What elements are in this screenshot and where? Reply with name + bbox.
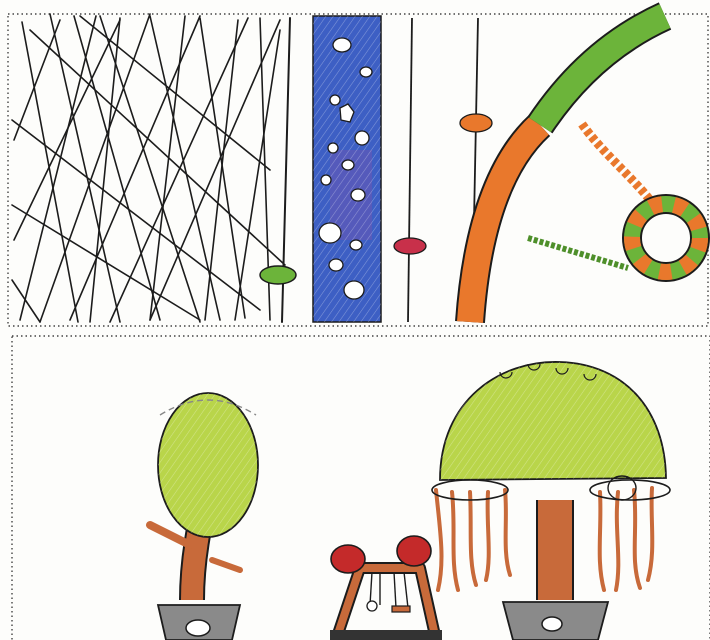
- orange-rope: [582, 124, 650, 200]
- rope-ring: [632, 204, 700, 272]
- red-swing-top-left: [331, 545, 365, 573]
- orange-hold: [460, 114, 492, 132]
- potted-tree-left: [150, 393, 258, 640]
- orange-green-arch: [470, 16, 665, 322]
- green-hold: [260, 266, 296, 284]
- red-swing-top-right: [397, 536, 431, 566]
- top-panel: [8, 14, 708, 326]
- net-lines: [12, 14, 290, 322]
- climbing-wall: [313, 16, 381, 322]
- red-hold: [394, 238, 426, 254]
- bottom-panel: [12, 336, 710, 640]
- swing-structure: [330, 536, 442, 640]
- green-rope: [528, 238, 628, 268]
- potted-tree-right: [432, 362, 670, 640]
